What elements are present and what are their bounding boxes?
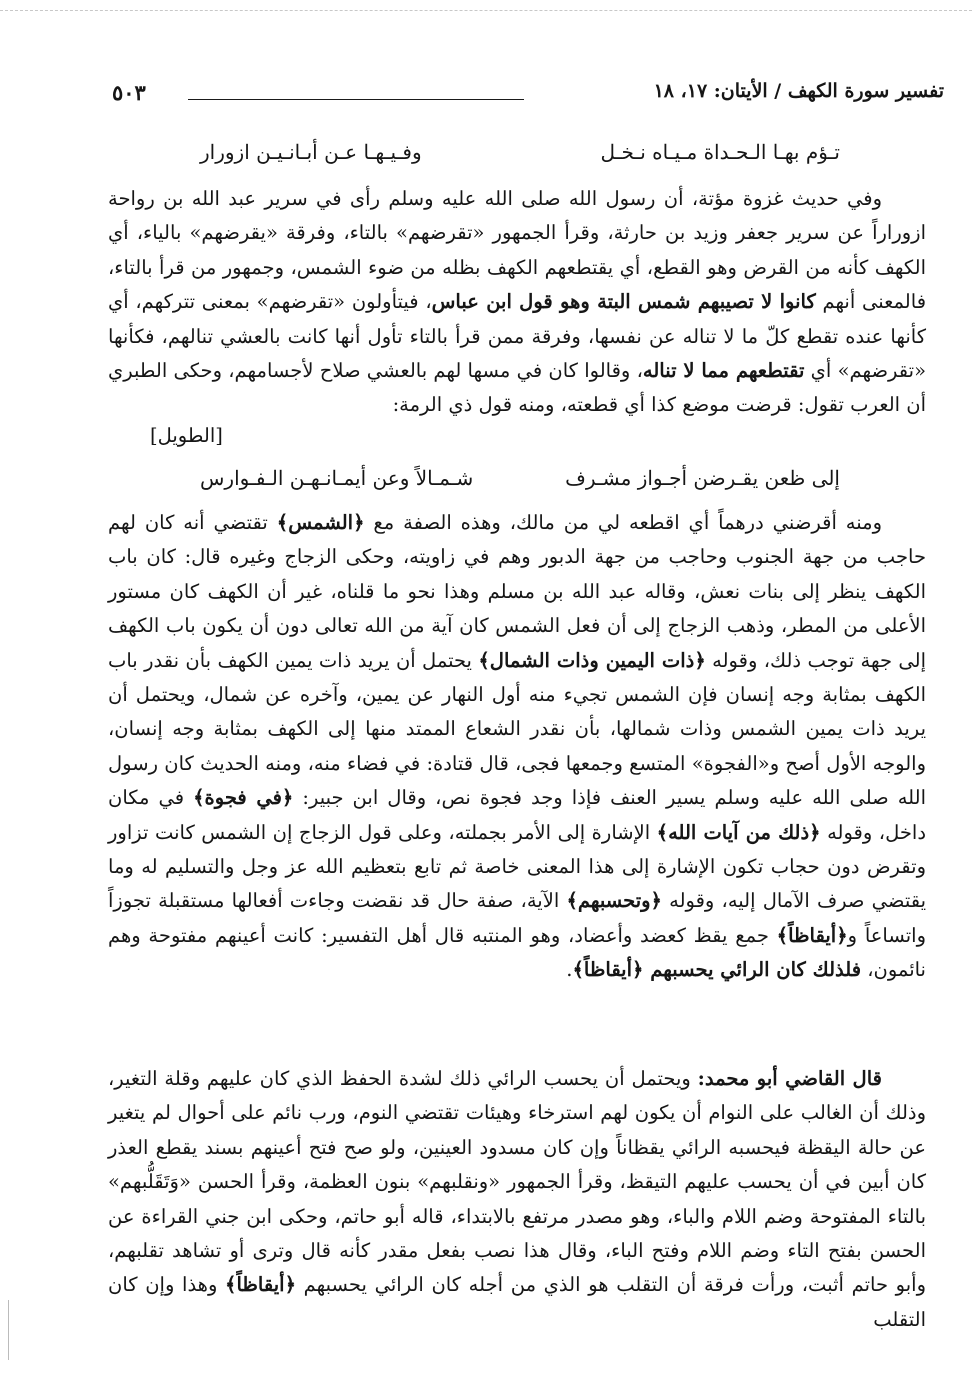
quran-quote: ﴿الشمس﴾: [276, 511, 365, 534]
header-rule: [188, 99, 524, 100]
paragraph-1-text: ، فيتأولون «تقرضهم» بمعنى تتركهم، أي كأنها عنده تقطع كلّ ما لا تناله عن نفسها، وفرقة ممن قرأ بالتاء تأول أنها كانت بالعشي تنالهم، فكأنها «تقرضهم» أي: [108, 290, 927, 383]
paragraph-2-text: الإشارة إلى الأمر بجملته، وعلى قول الزجاج إن الشمس كانت تزاور وتقرض دون حجاب تكون الإشارة إلى هذا المعنى خاصة ثم تابع بتعظيم الله عز وجل والتسليم له وما يقتضي صرف الآمال إليه، وقوله: [108, 820, 927, 913]
paragraph-1: [108, 182, 926, 423]
verse-2-left-hemistich: شـمـالاً وعن أيمـانـهـن الـفـوارس: [200, 466, 474, 490]
paragraph-1-text: ، وقالوا كان في مسها لهم بالعشي صلاح لأجسامهم، وحكى الطبري أن العرب تقول: قرضت موضع كذا أي قطعته، ومنه قول ذي الرمة:: [108, 359, 926, 417]
running-title: تفسير سورة الكهف / الأيتان: ١٧، ١٨: [653, 80, 944, 102]
paragraph-2-text: يحتمل أن يريد ذات يمين الكهف بأن نقدر باب الكهف بمثابة وجه إنسان فإن الشمس تجيء منه أول النهار عن يمين، وآخره عن شمال، ويحتمل أن يريد ذات يمين الشمس وذات شمالها، بأن نقدر الشعاع الممتد منها إلى الكهف بمثابة وجه إنسان، والوجه الأول أصح و«الفجوة» المتسع وجمعها فجى، قال قتادة: في فضاء منه، ومنه الحديث كان رسول الله صلى الله عليه وسلم يسير العنف فإذا وجد فجوة نص، وقال ابن جبير:: [108, 648, 927, 810]
page-number: ٥٠٣: [112, 80, 146, 105]
verse-1-right-hemistich: تـؤم بهـا الـحـداة مـيـاه نـخـل: [600, 140, 840, 164]
page-header: [112, 80, 944, 108]
quran-quote: ﴿أيقاظاً﴾: [225, 1273, 297, 1297]
paragraph-1-bold-phrase: كانوا لا تصيبهم شمس البتة وهو قول ابن عباس: [431, 290, 816, 314]
speaker-label: قال القاضي أبو محمد:: [697, 1067, 882, 1090]
paragraph-2-text: جمع يقظ كعضد وأعضاد، وهو المنتبه قال أهل التفسير: كانت أعينهم مفتوحة وهم نائمون،: [108, 923, 926, 982]
poetry-verse-2: [200, 466, 840, 498]
paragraph-2-text: .: [566, 958, 573, 982]
paragraph-2: [108, 506, 926, 988]
paragraph-2-text: ومنه أقرضني درهماً أي اقطعه لي من مالك، وهذه الصفة مع: [364, 511, 882, 534]
paragraph-1-bold-phrase: تقتطعهم مما لا تناله: [642, 359, 805, 383]
quran-quote: ﴿ذلك من آيات الله﴾: [656, 820, 821, 844]
quran-quote: ﴿أيقاظاً﴾: [776, 923, 848, 947]
paragraph-2-text: في مكان داخل، وقوله: [108, 786, 926, 844]
paragraph-1-text: وفي حديث غزوة مؤتة، أن رسول الله صلى الله عليه وسلم رأى في سرير عبد الله بن رواحة ازوراراً عن سرير جعفر وزيد بن حارثة، وقرأ الجمهور «تقرضهم» بالتاء، وفرقة «يقرضهم» بالياء، أي الكهف كأنه من القرض وهو القطع، أي يقتطعهم الكهف بظله من ضوء الشمس، وجمهور من قرأ بالتاء، فالمعنى أنهم: [108, 187, 927, 314]
paragraph-2-text: تقتضي أنه كان لهم حاجب من جهة الجنوب وحاجب من جهة الدبور وهم في زاويته، وحكى الزجاج وغيره قال: كان باب الكهف ينظر إلى بنات نعش، وقاله عبد الله بن مسلم وهذا نحو ما قلناه، غير أن الكهف كان مستور الأعلى من المطر، وذهب الزجاج إلى أن فعل الشمس كان آية من الله تعالى دون أن يكون باب الكهف إلى جهة توجب ذلك، وقوله: [108, 511, 926, 672]
verse-1-left-hemistich: وفـيـهـا عـن أبـانـيـن ازورار: [200, 140, 422, 164]
quran-quote: ﴿في فجوة﴾: [193, 786, 294, 810]
quran-quote: ﴿ذات اليمين وذات الشمال﴾: [478, 648, 706, 672]
paragraph-3-text: ويحتمل أن يحسب الرائي ذلك لشدة الحفظ الذي كان عليهم وقلة التغير، وذلك أن الغالب على النوام أن يكون لهم استرخاء وهيئات تقتضي النوم، ورب نائم على أحوال لم يتغير عن حالة اليقظة فيحسبه الرائي يقظاناً وإن كان مسدود العينين، ولو صح فتح أعينهم بسند يقطع العذر كان أبين في أن يحسب عليهم التيقظ، وقرأ الجمهور «ونقلبهم» بنون العظمة، وقرأ الحسن «وَتَقَلُّبهم» بالتاء المفتوحة وضم اللام والباء، وهو مصدر مرتفع بالابتداء، قاله أبو حاتم، وحكى ابن جني القراءة عن الحسن بفتح التاء وضم اللام وفتح الباء، وقال هذا نصب بفعل مقدر كأنه قال وترى أو تشاهد تقلبهم، وأبو حاتم أثبت، ورأت فرقة أن التقلب هو الذي من أجله كان الرائي يحسبهم: [108, 1067, 926, 1297]
scan-top-edge: [0, 10, 972, 11]
paragraph-2-text: الآية، صفة حال قد نقضت وجاءت أفعالها مستقبلة تجوزاً واتساعاً و: [108, 889, 926, 947]
paragraph-3: [108, 1062, 926, 1337]
scan-margin-line: [8, 1300, 9, 1360]
paragraph-3-text: وهذا وإن كان التقلب: [108, 1273, 926, 1331]
poetry-verse-1: [200, 140, 840, 172]
quran-quote: ﴿وتحسبهم﴾: [566, 889, 662, 913]
verse-2-right-hemistich: إلى ظعن يقـرضن أجـواز مشـرف: [565, 466, 840, 490]
quran-quote: ﴿أيقاظاً﴾: [572, 958, 644, 982]
paragraph-2-bold-phrase: فلذلك كان الرائي يحسبهم: [643, 958, 862, 982]
meter-label: [الطويل]: [150, 424, 223, 447]
